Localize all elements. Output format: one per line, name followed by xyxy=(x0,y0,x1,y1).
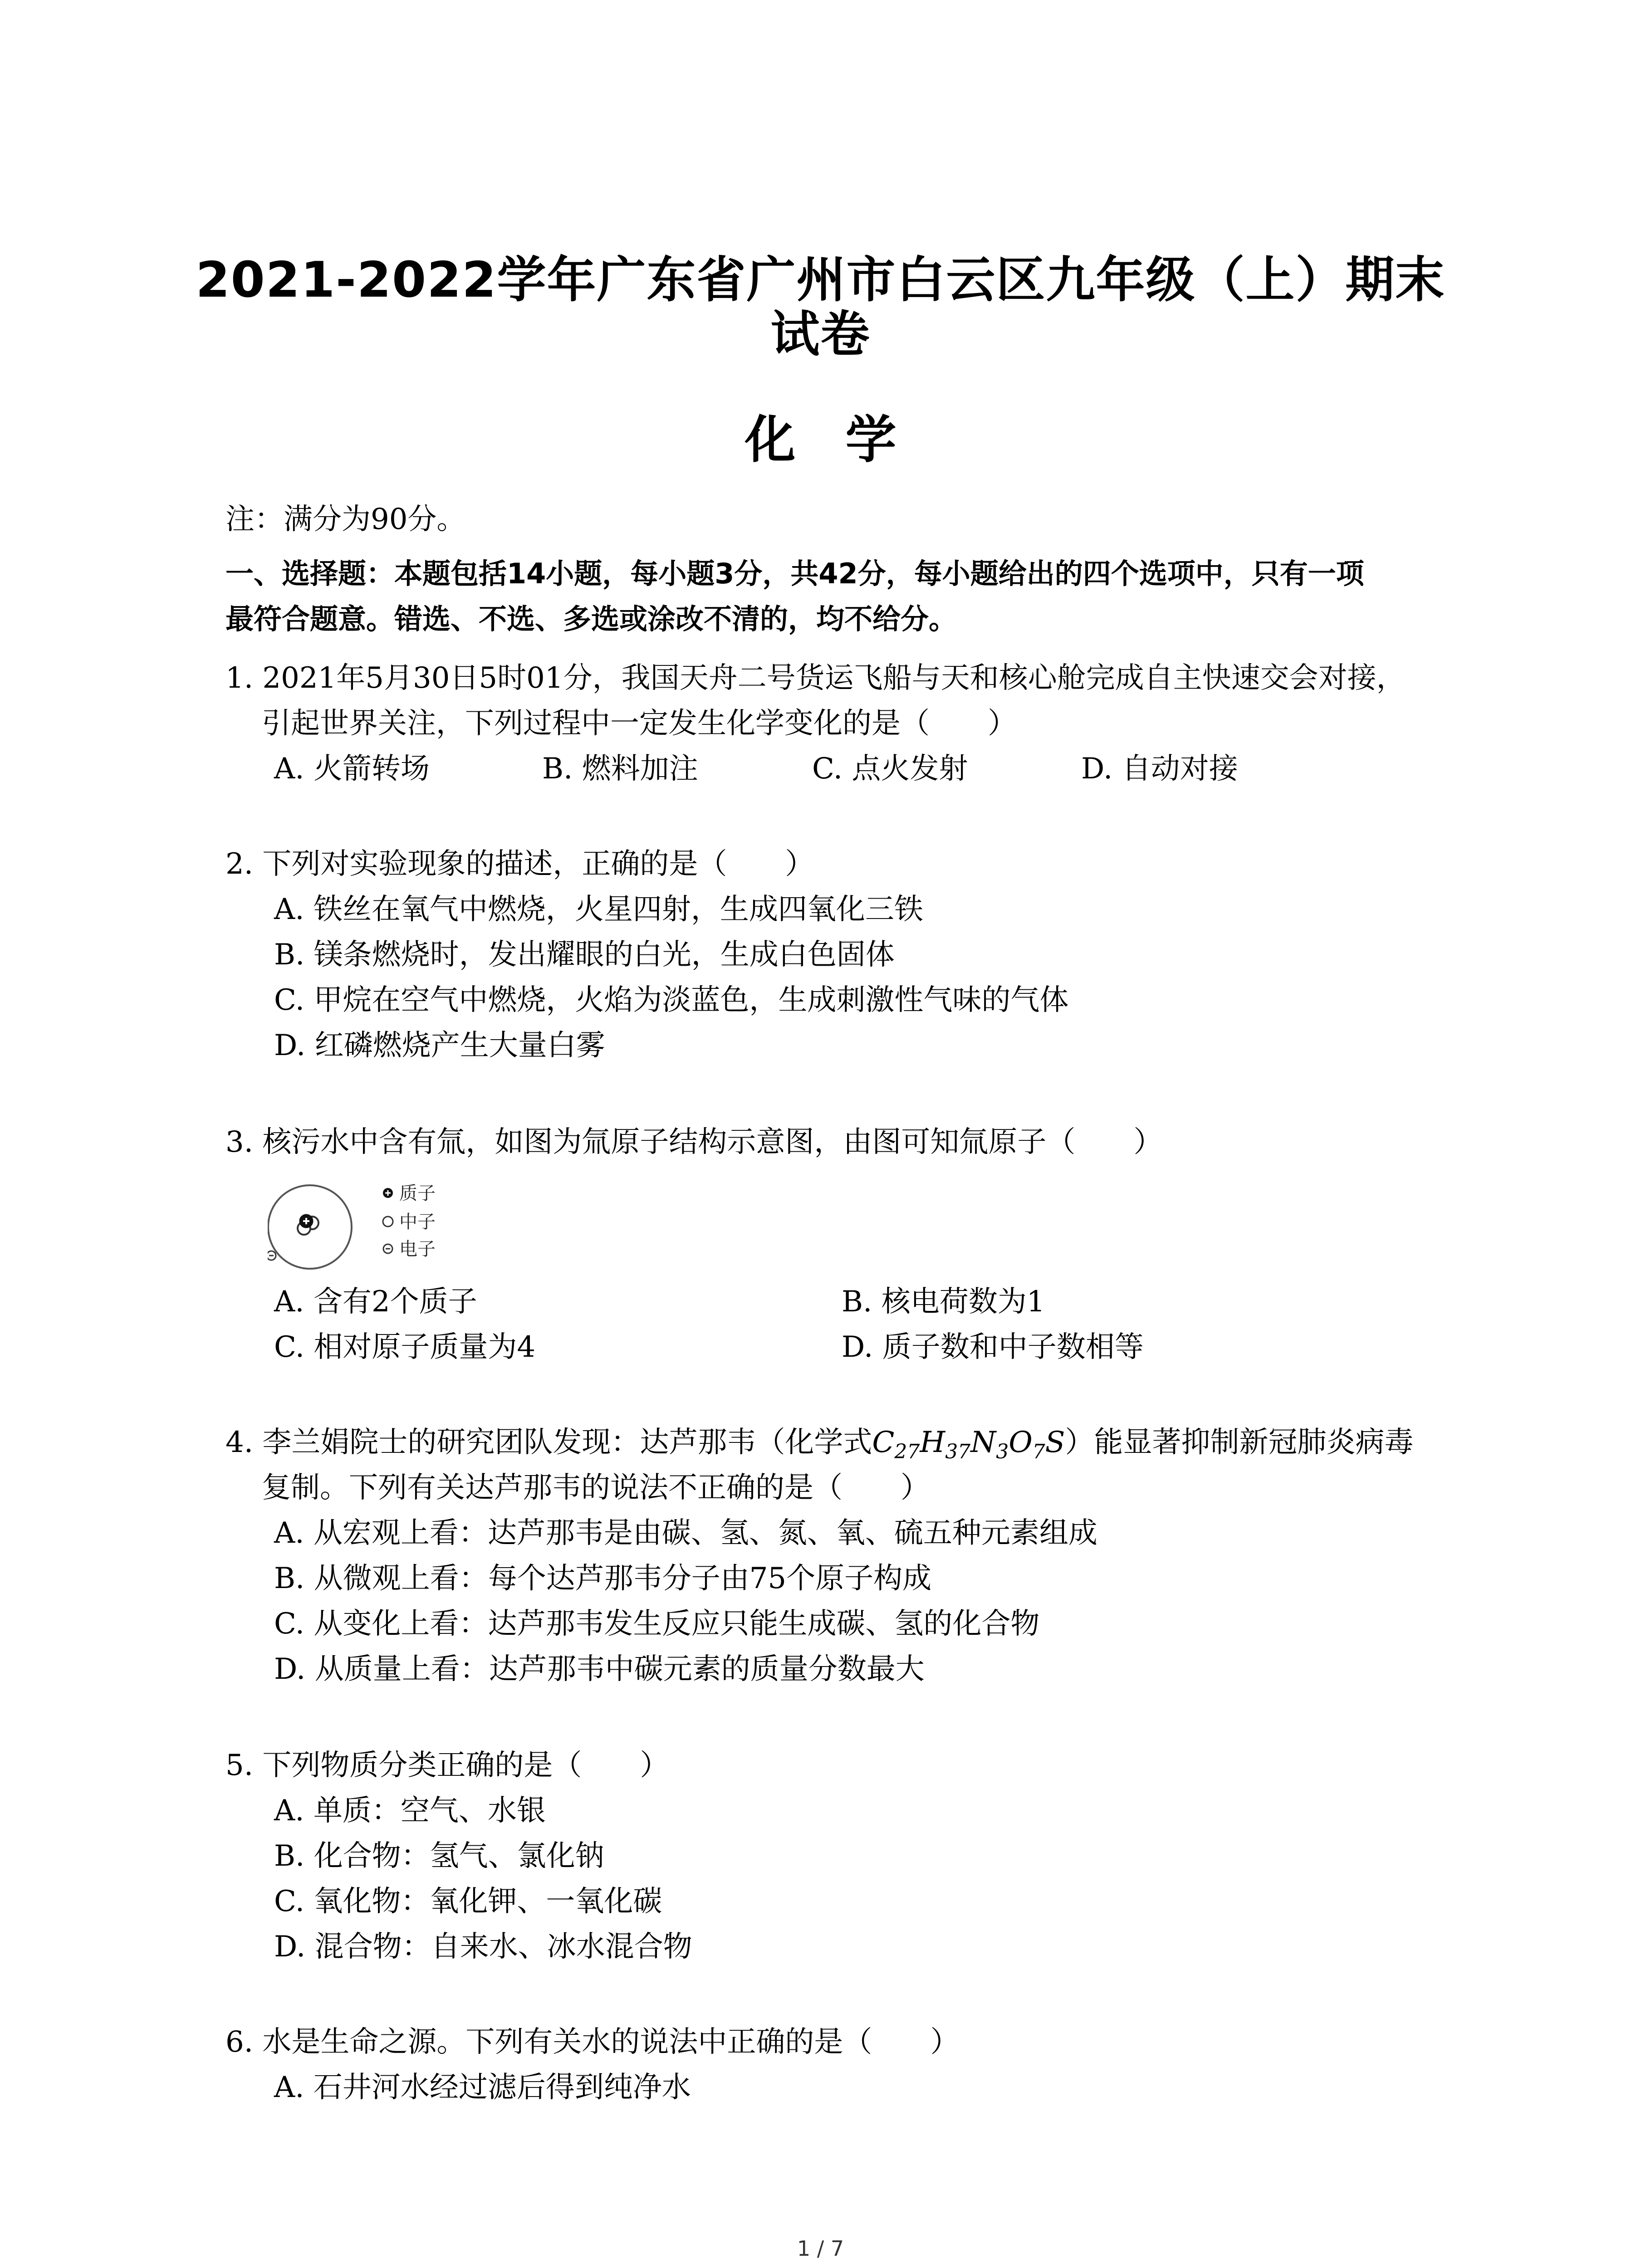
q5-option-c: C. 氧化物：氧化钾、一氧化碳 xyxy=(274,1885,662,1918)
page-number: 1 / 7 xyxy=(797,2236,844,2261)
q5-option-a: A. 单质：空气、水银 xyxy=(274,1794,546,1828)
formula-element-n: N xyxy=(970,1426,996,1459)
q5-stem: 5. 下列物质分类正确的是（ ） xyxy=(225,1749,669,1782)
q1-option-a: A. 火箭转场 xyxy=(274,752,430,786)
exam-title-line2: 试卷 xyxy=(770,306,871,363)
subject-title: 化学 xyxy=(745,411,946,469)
tritium-atom-diagram xyxy=(268,1179,458,1275)
q4-stem-line1 xyxy=(225,1424,1414,1470)
formula-count-n: 3 xyxy=(996,1440,1009,1463)
legend-neutron xyxy=(383,1212,436,1232)
q5-option-b: B. 化合物：氢气、氯化钠 xyxy=(274,1839,604,1873)
section-heading-line1: 一、选择题：本题包括14小题，每小题3分，共42分，每小题给出的四个选项中，只有一项 xyxy=(225,557,1364,590)
q3-stem: 3. 核污水中含有氚，如图为氚原子结构示意图，由图可知氚原子（ ） xyxy=(225,1125,1163,1159)
q2-option-b: B. 镁条燃烧时，发出耀眼的白光，生成白色固体 xyxy=(274,938,895,972)
q6-stem: 6. 水是生命之源。下列有关水的说法中正确的是（ ） xyxy=(225,2025,960,2059)
q4-stem-suffix: ）能显著抑制新冠肺炎病毒 xyxy=(1065,1426,1414,1459)
q1-option-d: D. 自动对接 xyxy=(1081,752,1238,786)
electron xyxy=(268,1251,276,1260)
q1-stem-line2: 引起世界关注，下列过程中一定发生化学变化的是（ ） xyxy=(262,707,1017,740)
q4-option-b: B. 从微观上看：每个达芦那韦分子由75个原子构成 xyxy=(274,1562,932,1595)
legend-neutron-label: 中子 xyxy=(399,1212,436,1232)
q5-option-d: D. 混合物：自来水、冰水混合物 xyxy=(274,1930,692,1964)
formula-element-h: H xyxy=(920,1426,945,1459)
q4-stem-prefix: 4. 李兰娟院士的研究团队发现：达芦那韦（化学式 xyxy=(225,1426,872,1459)
nucleus xyxy=(298,1215,318,1235)
formula-element-o: O xyxy=(1009,1426,1033,1459)
q1-option-b: B. 燃料加注 xyxy=(542,752,698,786)
q6-option-a: A. 石井河水经过滤后得到纯净水 xyxy=(274,2071,691,2104)
q2-stem: 2. 下列对实验现象的描述，正确的是（ ） xyxy=(225,847,814,881)
q3-option-a: A. 含有2个质子 xyxy=(274,1285,477,1319)
formula-element-c: C xyxy=(872,1426,895,1459)
score-note: 注：满分为90分。 xyxy=(225,503,466,536)
q3-option-c: C. 相对原子质量为4 xyxy=(274,1330,536,1364)
q4-option-a: A. 从宏观上看：达芦那韦是由碳、氢、氮、氧、硫五种元素组成 xyxy=(274,1516,1097,1550)
q1-option-c: C. 点火发射 xyxy=(812,752,968,786)
exam-title-line1: 2021-2022学年广东省广州市白云区九年级（上）期末 xyxy=(196,252,1445,308)
q2-option-c: C. 甲烷在空气中燃烧，火焰为淡蓝色，生成刺激性气味的气体 xyxy=(274,983,1069,1017)
legend-electron xyxy=(383,1239,436,1260)
q1-stem-line1: 1. 2021年5月30日5时01分，我国天舟二号货运飞船与天和核心舱完成自主快速交会对接， xyxy=(225,661,1406,695)
legend-proton-label: 质子 xyxy=(399,1183,436,1204)
q4-option-d: D. 从质量上看：达芦那韦中碳元素的质量分数最大 xyxy=(274,1652,925,1686)
formula-count-h: 37 xyxy=(945,1440,971,1463)
q4-chemical-formula xyxy=(872,1426,1065,1463)
legend-proton xyxy=(383,1183,436,1204)
q3-option-d: D. 质子数和中子数相等 xyxy=(842,1330,1144,1364)
formula-count-c: 27 xyxy=(894,1440,920,1463)
legend-electron-label: 电子 xyxy=(399,1239,436,1260)
formula-element-s: S xyxy=(1045,1426,1065,1459)
q3-option-b: B. 核电荷数为1 xyxy=(842,1285,1045,1319)
q4-option-c: C. 从变化上看：达芦那韦发生反应只能生成碳、氢的化合物 xyxy=(274,1607,1040,1641)
formula-count-o: 7 xyxy=(1032,1440,1045,1463)
q4-stem-line2: 复制。下列有关达芦那韦的说法不正确的是（ ） xyxy=(262,1471,930,1505)
q2-option-d: D. 红磷燃烧产生大量白雾 xyxy=(274,1029,605,1062)
q2-option-a: A. 铁丝在氧气中燃烧，火星四射，生成四氧化三铁 xyxy=(274,893,923,926)
section-heading-line2: 最符合题意。错选、不选、多选或涂改不清的，均不给分。 xyxy=(225,602,957,635)
